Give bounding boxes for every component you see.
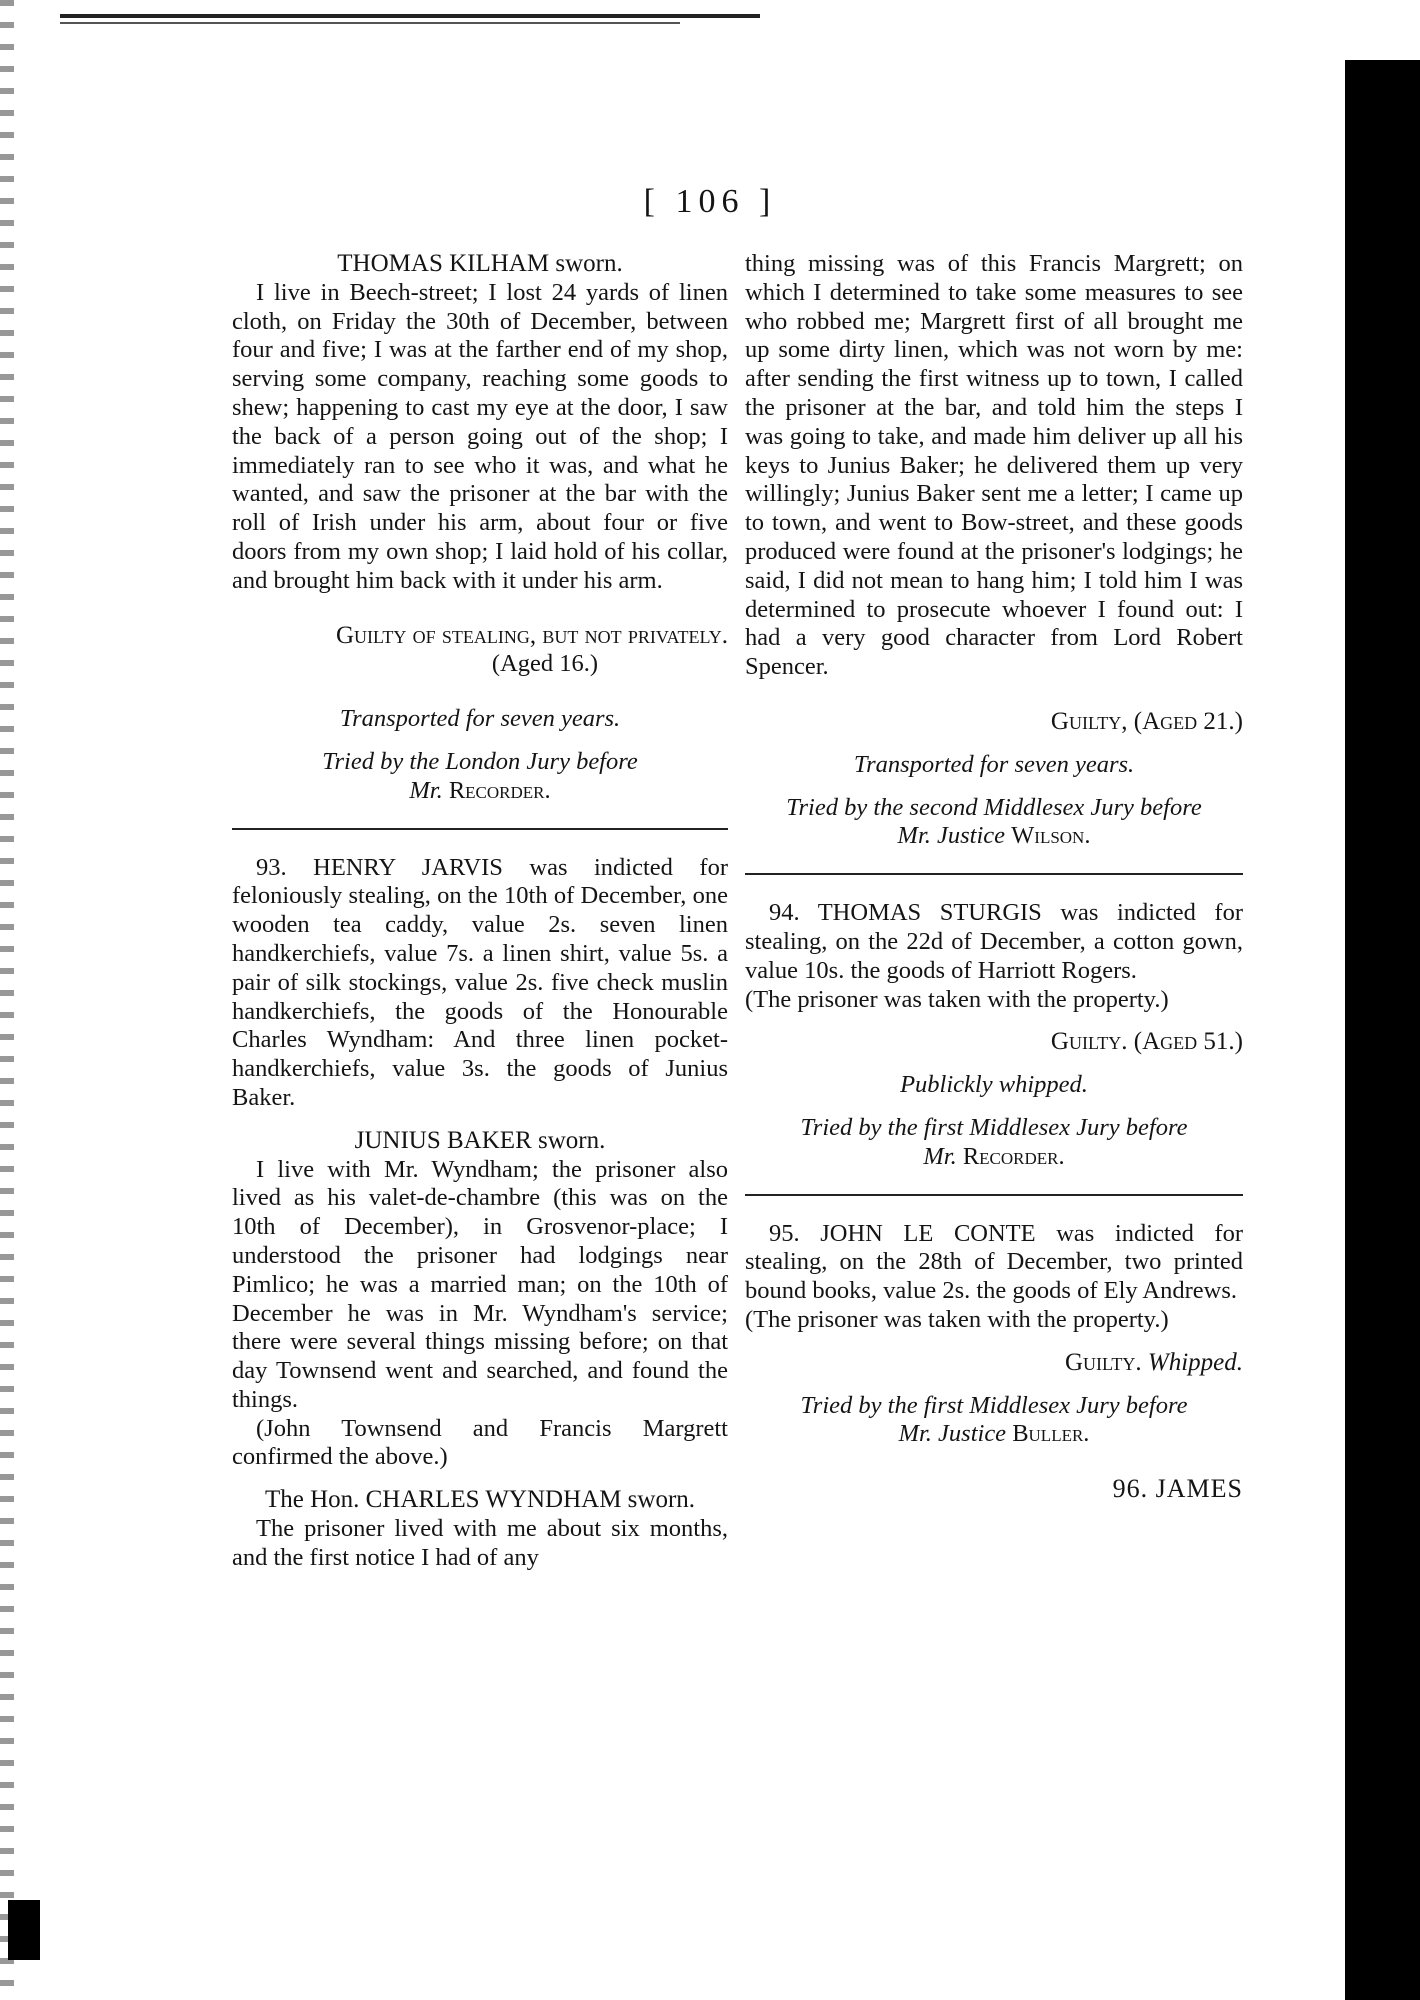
leconte-indictment: 95. JOHN LE CONTE was indicted for stealing, on the 28th of December, two printed bound books, value 2s. the goods of Ely Andrews. — [745, 1219, 1243, 1305]
sturgis-verdict: Guilty. (Aged 51.) — [1050, 1028, 1243, 1056]
jarvis-judge-name: Wilson. — [1011, 822, 1091, 850]
kilham-judge — [232, 777, 728, 806]
sturgis-note: (The prisoner was taken with the property.) — [745, 985, 1169, 1013]
scan-edge-bottom-left — [8, 1900, 40, 1960]
kilham-judge-title: Mr. — [409, 776, 443, 804]
leconte-judge — [745, 1420, 1243, 1449]
leconte-sentence: Whipped. — [1147, 1348, 1243, 1376]
sturgis-judge-title: Mr. — [923, 1142, 957, 1170]
wyndham-testimony-start: The prisoner lived with me about six months, and the first notice I had of any — [232, 1515, 728, 1571]
sturgis-tried: Tried by the first Middlesex Jury before — [800, 1113, 1188, 1141]
jarvis-sentence: Transported for seven years. — [853, 750, 1135, 778]
jarvis-indictment: 93. HENRY JARVIS was indicted for feloniously stealing, on the 10th of December, one wooden tea caddy, value 2s. seven linen handkerchiefs, value 7s. a linen shirt, value 5s. a pair of silk stockings, value 2s. five check muslin handkerchiefs, the goods of the Honourable Charles Wyndham: And three linen pocket-handkerchiefs, value 3s. the goods of Junius Baker. — [232, 853, 728, 1111]
right-column — [745, 250, 1243, 1504]
baker-heading: JUNIUS BAKER sworn. — [354, 1126, 606, 1154]
baker-testimony: I live with Mr. Wyndham; the prisoner also lived as his valet-de-chambre (this was on the 10th of December), in Grosvenor-place; I understood the prisoner had lodgings near Pimlico; he was a married man; on the 10th of December he was in Mr. Wyndham's service; there were several things missing before; on that day Townsend went and searched, and found the things. — [232, 1155, 728, 1413]
left-column — [232, 250, 728, 1573]
confirm-note: (John Townsend and Francis Margrett confirmed the above.) — [232, 1414, 728, 1471]
sturgis-judge-name: Recorder. — [962, 1142, 1065, 1170]
page-number: [ 106 ] — [643, 183, 777, 220]
jarvis-judge-title: Mr. Justice — [897, 822, 1006, 850]
catchword: 96. JAMES — [1112, 1474, 1243, 1504]
leconte-judge-name: Buller. — [1012, 1420, 1090, 1448]
leconte-verdict-line — [745, 1349, 1243, 1378]
kilham-judge-name: Recorder. — [448, 776, 551, 804]
leconte-tried: Tried by the first Middlesex Jury before — [800, 1391, 1188, 1419]
kilham-sentence: Transported for seven years. — [339, 705, 621, 733]
section-divider — [745, 873, 1243, 875]
kilham-testimony: I live in Beech-street; I lost 24 yards of linen cloth, on Friday the 30th of December, between four and five; I was at the farther end of my shop, serving some company, reaching some goods to shew; happening to cast my eye at the door, I saw the back of a person going out of the shop; I immediately ran to see who it was, and what he wanted, and saw the prisoner at the bar with the roll of Irish under his arm, about four or five doors from my own shop; I laid hold of his collar, and brought him back with it under his arm. — [232, 278, 728, 594]
scan-edge-left — [0, 0, 14, 2000]
scan-edge-right — [1345, 60, 1420, 2000]
leconte-note: (The prisoner was taken with the property.) — [745, 1305, 1169, 1333]
kilham-heading: THOMAS KILHAM sworn. — [337, 250, 623, 277]
sturgis-indictment: 94. THOMAS STURGIS was indicted for stealing, on the 22d of December, a cotton gown, value 10s. the goods of Harriott Rogers. — [745, 899, 1243, 984]
kilham-verdict: Guilty of stealing, but not privately. — [335, 621, 728, 649]
jarvis-tried: Tried by the second Middlesex Jury before — [786, 793, 1202, 821]
section-divider — [232, 828, 728, 830]
jarvis-judge — [745, 822, 1243, 851]
sturgis-judge — [745, 1143, 1243, 1172]
leconte-judge-title: Mr. Justice — [898, 1420, 1007, 1448]
wyndham-testimony-continued: thing missing was of this Francis Margrett; on which I determined to take some measures to see who robbed me; Margrett first of all brought me up some dirty linen, which was not worn by me: after sending the first witness up to town, I called the prisoner at the bar, and told him the steps I was going to take, and made him deliver up all his keys to Junius Baker; he delivered them up very willingly; Junius Baker sent me a letter; I came up to town, and went to Bow-street, and these goods produced were found at the prisoner's lodgings; he said, I did not mean to hang him; I told him I was determined to prosecute whoever I found out: I had a very good character from Lord Robert Spencer. — [745, 250, 1243, 681]
scan-edge-top-secondary — [60, 22, 680, 24]
sturgis-sentence: Publickly whipped. — [900, 1071, 1088, 1099]
kilham-age: (Aged 16.) — [491, 650, 599, 678]
section-divider — [745, 1194, 1243, 1196]
jarvis-verdict: Guilty, (Aged 21.) — [1050, 707, 1243, 735]
kilham-tried: Tried by the London Jury before — [322, 747, 638, 775]
wyndham-heading: The Hon. CHARLES WYNDHAM sworn. — [264, 1486, 696, 1514]
leconte-verdict: Guilty. — [1064, 1348, 1142, 1376]
scan-edge-top — [60, 14, 760, 18]
